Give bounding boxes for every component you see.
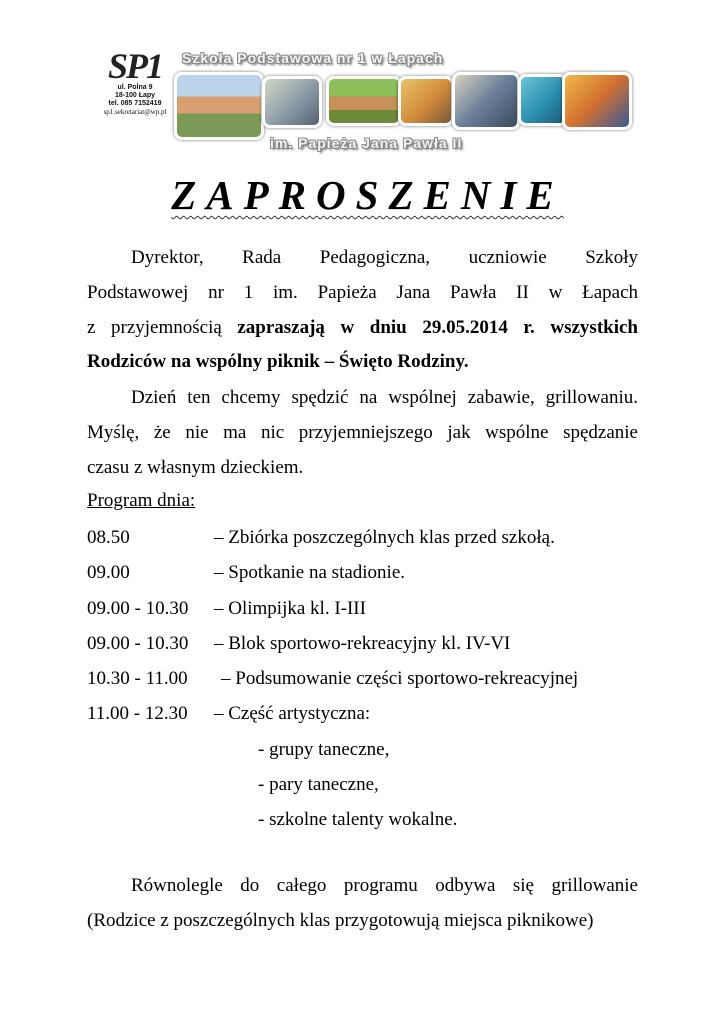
paragraph-line: Myślę, że nie ma nic przyjemniejszego jak wspólne spędzanie [87,421,638,443]
banner-title: Szkoła Podstawowa nr 1 w Łapach [182,50,444,66]
event-photo [452,72,520,130]
program-description: – Spotkanie na stadionie. [214,562,406,584]
paragraph-line: Dyrektor, Rada Pedagogiczna, uczniowie Szkoły [131,247,638,268]
program-time: 09.00 [87,562,130,584]
paragraph-line: (Rodzice z poszczególnych klas przygotowują miejsca piknikowe) [87,909,594,931]
paragraph-line [87,311,638,346]
banner-subtitle: im. Papieża Jana Pawła II [270,135,463,151]
description-paragraph [87,381,638,485]
program-heading: Program dnia: [87,490,196,511]
classroom-photo [262,76,322,128]
pool-photo [518,74,568,126]
paragraph-bold-text: zapraszają w dniu 29.05.2014 r. wszystkich [237,316,638,338]
program-time: 09.00 - 10.30 [87,597,189,619]
address-email: sp1.sekretariat@wp.pl [103,108,167,116]
address-phone: tel. 085 7152419 [108,100,162,107]
program-list [87,527,647,845]
program-subitem: - szkolne talenty wokalne. [258,809,458,831]
paragraph-line: czasu z własnym dzieckiem. [87,456,304,478]
school-logo [92,48,178,117]
program-row [87,527,647,562]
paragraph-text: z przyjemnością [87,316,238,338]
program-time: 09.00 - 10.30 [87,632,189,654]
program-time: 08.50 [87,527,130,548]
program-row [87,633,647,668]
address-city: 18-100 Łapy [114,92,156,99]
paragraph-line: Podstawowej nr 1 im. Papieża Jana Pawła II w Łapach [87,281,638,303]
students-photo [398,76,454,126]
program-description: – Olimpijka kl. I-III [214,597,366,619]
program-row [87,668,647,703]
school-building-photo [174,72,264,140]
program-description: – Część artystyczna: [214,703,371,725]
closing-paragraph [87,869,638,939]
program-row [87,703,647,738]
paragraph-bold-text: Rodziców na wspólny piknik – Święto Rodziny. [87,351,469,373]
program-row [87,598,647,633]
program-description: – Podsumowanie części sportowo-rekreacyjnej [221,668,579,690]
program-time: 11.00 - 12.30 [87,703,188,725]
program-subitem: - pary taneczne, [258,774,379,796]
address-street: ul. Polna 9 [117,84,153,91]
program-row [87,562,647,597]
program-time: 10.30 - 11.00 [87,668,188,690]
paragraph-line: Równolegle do całego programu odbywa się grillowanie [131,875,638,896]
class-activity-photo [562,72,632,130]
program-subitem: - grupy taneczne, [258,738,390,760]
program-description: – Zbiórka poszczególnych klas przed szkołą. [214,527,555,548]
playground-photo [326,76,402,126]
invitation-title-text: ZAPROSZENIE [171,172,564,218]
invitation-title [0,171,725,219]
logo-mark: SP1 [107,46,162,86]
school-header [0,0,725,160]
paragraph-line [87,345,638,380]
invitation-paragraph [87,241,638,380]
program-description: – Blok sportowo-rekreacyjny kl. IV-VI [214,632,511,654]
paragraph-line: Dzień ten chcemy spędzić na wspólnej zabawie, grillowaniu. [131,387,638,408]
